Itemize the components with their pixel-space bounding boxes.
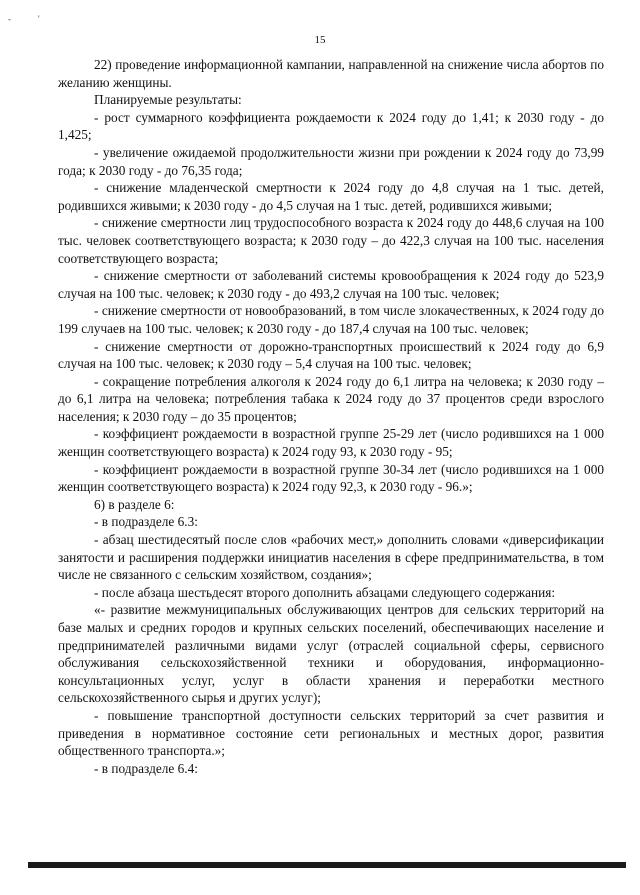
- paragraph: Планируемые результаты:: [94, 92, 242, 108]
- page-number: 15: [314, 34, 326, 46]
- paragraph: - абзац шестидесятый после слов «рабочих мест,» дополнить словами «диверсификации занятости и расширения поддержки инициатив населения в сфере предпринимательства, в том числе не связанного с сельским хозяйством, создания»;: [58, 532, 604, 583]
- paragraph: - снижение младенческой смертности к 2024 году до 4,8 случая на 1 тыс. детей, родившихся живыми; к 2030 году - до 4,5 случая на 1 тыс. детей, родившихся живыми;: [58, 180, 604, 213]
- scan-mark: ': [38, 14, 40, 24]
- paragraph: - сокращение потребления алкоголя к 2024 году до 6,1 литра на человека; к 2030 году – до 6,1 литра на человека; потребления табака к 2024 году до 37 процентов среди взрослого населения; к 2030 году – до 35 процентов;: [58, 373, 604, 424]
- paragraph: - в подразделе 6.3:: [94, 514, 198, 530]
- paragraph: - рост суммарного коэффициента рождаемости к 2024 году до 1,41; к 2030 году - до 1,425;: [58, 109, 604, 143]
- paragraph: 22) проведение информационной кампании, направленной на снижение числа абортов по желанию женщины.: [58, 57, 604, 90]
- paragraph: - снижение смертности от заболеваний системы кровообращения к 2024 году до 523,9 случая на 100 тыс. человек; к 2030 году - до 493,2 случая на 100 тыс. человек;: [58, 268, 604, 301]
- paragraph: - повышение транспортной доступности сельских территорий за счет развития и приведения в нормативное состояние сети региональных и местных дорог, развития общественного транспорта.»;: [58, 707, 604, 759]
- document-body: [58, 56, 604, 777]
- paragraph: - снижение смертности от дорожно-транспортных происшествий к 2024 году до 6,9 случая на 100 тыс. человек; к 2030 году – 5,4 случая на 100 тыс. человек;: [58, 338, 604, 372]
- paragraph: - снижение смертности лиц трудоспособного возраста к 2024 году до 448,6 случая на 100 тыс. человек соответствующего возраста; к 2030 году – до 422,3 случая на 100 тыс. населения соответствующего возраста;: [58, 215, 604, 266]
- paragraph: - коэффициент рождаемости в возрастной группе 30-34 лет (число родившихся на 1 000 женщин соответствующего возраста) к 2024 году 92,3, к 2030 году - 96.»;: [58, 461, 604, 495]
- paragraph: - коэффициент рождаемости в возрастной группе 25-29 лет (число родившихся на 1 000 женщин соответствующего возраста) к 2024 году 93, к 2030 году - 95;: [58, 426, 604, 460]
- scan-edge-bar: [28, 862, 626, 868]
- paragraph: «- развитие межмуниципальных обслуживающих центров для сельских территорий на базе малых и средних городов и крупных сельских поселений, обеспечивающих население и предпринимателей различными видами услуг (отраслей социальной сферы, сервисного обслуживания сельскохозяйственной техники и оборудования, информационно-консультационных услуг, услуг в области хранения и переработки местного сельскохозяйственного сырья и других услуг);: [58, 602, 604, 706]
- paragraph: 6) в разделе 6:: [94, 496, 175, 512]
- paragraph: - снижение смертности от новообразований, в том числе злокачественных, к 2024 году до 199 случаев на 100 тыс. человек; к 2030 году - до 187,4 случая на 100 тыс. человек;: [58, 303, 604, 336]
- paragraph: - после абзаца шестьдесят второго дополнить абзацами следующего содержания:: [94, 584, 556, 600]
- paragraph: - увеличение ожидаемой продолжительности жизни при рождении к 2024 году до 73,99 года; к 2030 году - до 76,35 года;: [58, 144, 604, 178]
- scan-mark: -: [8, 14, 11, 24]
- paragraph: - в подразделе 6.4:: [94, 760, 198, 776]
